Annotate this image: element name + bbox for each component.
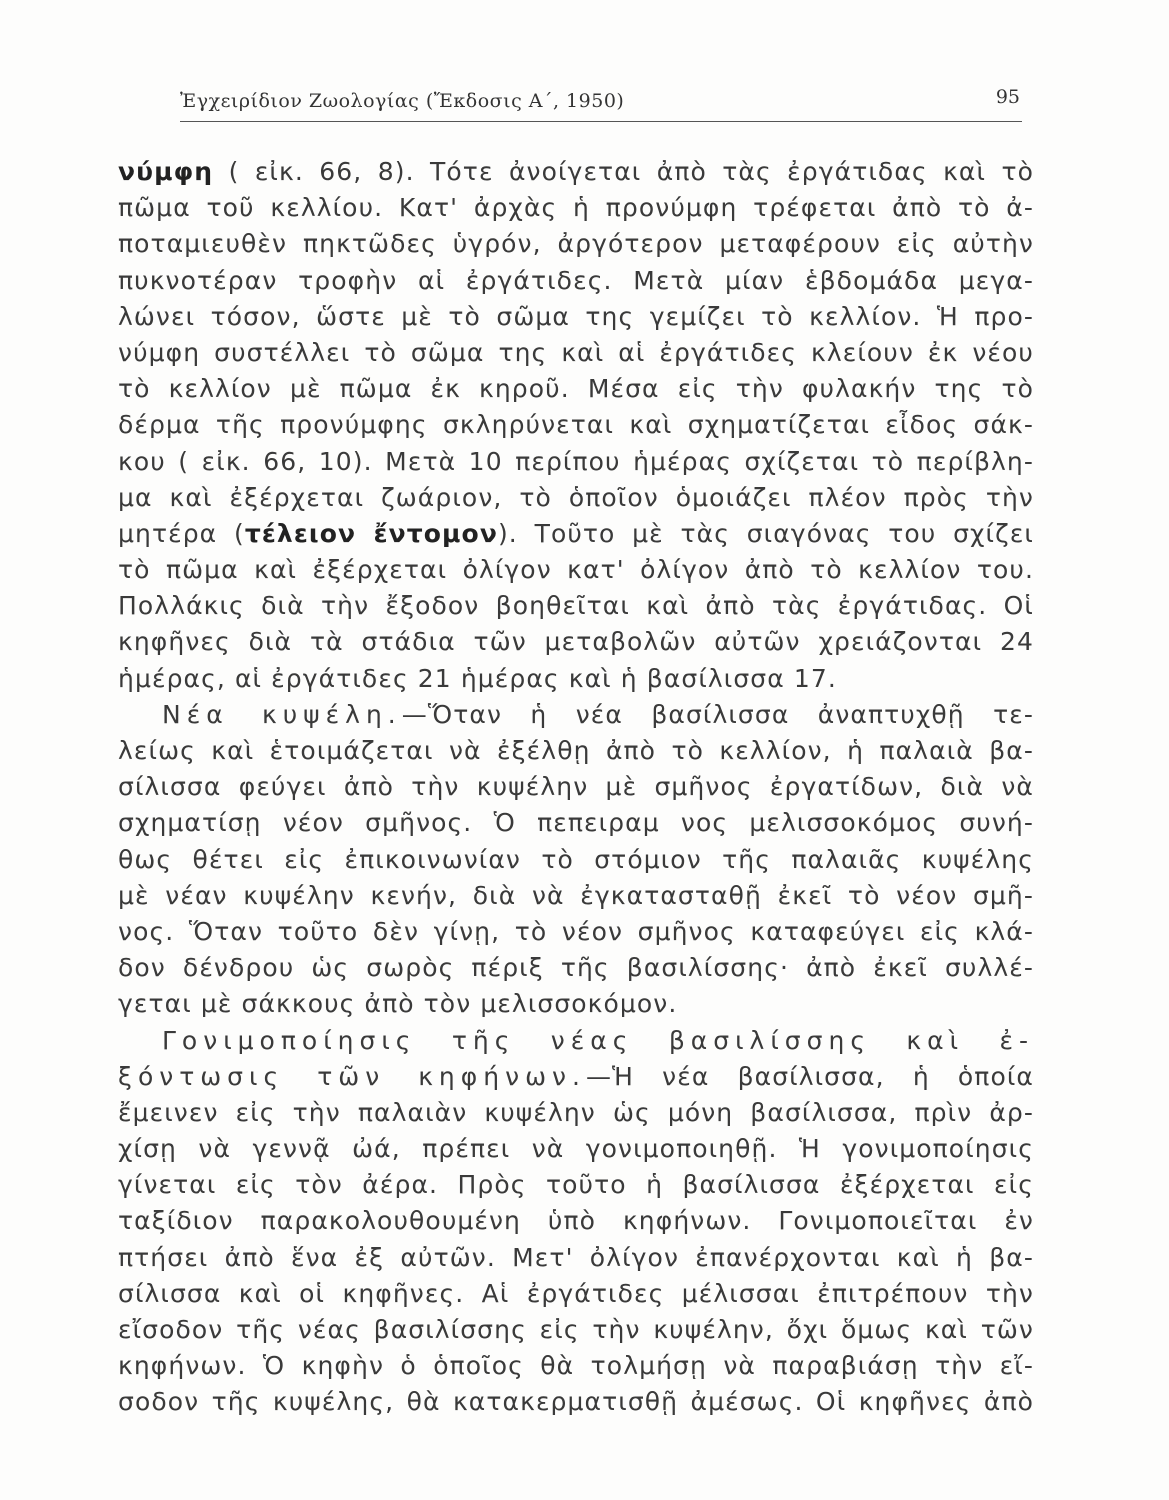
text-line [118,371,1034,407]
text-line [118,552,1034,588]
line-text: σίλισσα καὶ οἱ κηφῆνες. Αἱ ἐργάτιδες μέλισσαι ἐπιτρέπουν τὴν [118,1278,1034,1308]
text-line [118,1095,1034,1131]
line-text: μὲ νέαν κυψέλην κενήν, διὰ νὰ ἐγκατασταθῇ ἐκεῖ τὸ νέον σμῆ- [118,880,1034,910]
text-line [118,624,1034,660]
text-line [118,480,1034,516]
line-text: γεται μὲ σάκκους ἀπὸ τὸν μελισσοκόμον. [118,989,678,1019]
line-text: κου ( εἰκ. 66, 10). Μετὰ 10 περίπου ἡμέρας σχίζεται τὸ περίβλη- [118,446,1034,476]
bold-term: νύμφη [118,157,214,186]
text-line [118,878,1034,914]
text-line [118,1276,1034,1312]
text-line [118,444,1034,480]
running-title: Ἐγχειρίδιον Ζωολογίας (Ἔκδοσις Α΄, 1950) [180,90,625,112]
line-text: μα καὶ ἐξέρχεται ζωάριον, τὸ ὁποῖον ὁμοιάζει πλέον πρὸς τὴν [118,482,1034,512]
line-text: σίλισσα φεύγει ἀπὸ τὴν κυψέλην μὲ σμῆνος ἐργατίδων, διὰ νὰ [118,772,1034,802]
text-line [118,1059,1034,1095]
text-line [118,1348,1034,1384]
line-text: σοδον τῆς κυψέλης, θὰ κατακερματισθῇ ἀμέσως. Οἱ κηφῆνες ἀπὸ [118,1387,1034,1417]
line-text: ἡμέρας, αἱ ἐργάτιδες 21 ἡμέρας καὶ ἡ βασίλισσα 17. [118,663,837,693]
text-line [118,263,1034,299]
text-line [118,805,1034,841]
line-text: εἴσοδον τῆς νέας βασιλίσσης εἰς τὴν κυψέλην, ὄχι ὅμως καὶ τῶν [118,1315,1034,1344]
section-heading: Γονιμοποίησις τῆς νέας βασιλίσσης καὶ ἐ- [162,1025,1034,1055]
text-line [118,661,1034,697]
line-text: κηφήνων. Ὁ κηφὴν ὁ ὁποῖος θὰ τολμήσῃ νὰ παραβιάσῃ τὴν εἴ- [118,1351,1034,1381]
line-text: τὸ πῶμα καὶ ἐξέρχεται ὀλίγον κατ' ὀλίγον ἀπὸ τὸ κελλίον του. [118,555,1034,585]
text-line [118,914,1034,950]
text-line [118,516,1034,552]
text-line [118,1312,1034,1348]
line-text: τὸ κελλίον μὲ πῶμα ἐκ κηροῦ. Μέσα εἰς τὴν φυλακήν της τὸ [118,374,1034,404]
text-line [118,190,1034,226]
line-text: πυκνοτέραν τροφὴν αἱ ἐργάτιδες. Μετὰ μίαν ἑβδομάδα μεγα- [118,265,1034,295]
text-line [118,769,1034,805]
line-text: δέρμα τῆς προνύμφης σκληρύνεται καὶ σχηματίζεται εἶδος σάκ- [118,410,1034,440]
line-text: —Ὅταν ἡ νέα βασίλισσα ἀναπτυχθῇ τε- [401,699,1034,729]
line-text: γίνεται εἰς τὸν ἀέρα. Πρὸς τοῦτο ἡ βασίλισσα ἐξέρχεται εἰς [118,1170,1034,1200]
text-line [118,1167,1034,1203]
text-line [118,986,1034,1022]
text-line [118,1384,1034,1420]
line-text: ἔμεινεν εἰς τὴν παλαιὰν κυψέλην ὡς μόνη βασίλισσα, πρὶν ἀρ- [118,1097,1034,1127]
text-line [118,335,1034,371]
body-text [118,154,1034,1421]
line-text: πτήσει ἀπὸ ἕνα ἐξ αὐτῶν. Μετ' ὀλίγον ἐπανέρχονται καὶ ἡ βα- [118,1242,1034,1272]
text-line [118,588,1034,624]
line-text: δον δένδρου ὡς σωρὸς πέριξ τῆς βασιλίσσης· ἀπὸ ἐκεῖ συλλέ- [118,953,1034,983]
line-text: νος. Ὅταν τοῦτο δὲν γίνῃ, τὸ νέον σμῆνος καταφεύγει εἰς κλά- [118,916,1034,946]
line-text: χίσῃ νὰ γεννᾷ ὠά, πρέπει νὰ γονιμοποιηθῇ. Ἡ γονιμοποίησις [118,1134,1034,1164]
line-text: ποταμιευθὲν πηκτῶδες ὑγρόν, ἀργότερον μεταφέρουν εἰς αὐτὴν [118,229,1034,259]
header-rule [180,121,1022,122]
section-heading: ξόντωσις τῶν κηφήνων. [118,1061,586,1091]
running-head [180,84,1020,120]
line-text: θως θέτει εἰς ἐπικοινωνίαν τὸ στόμιον τῆς παλαιᾶς κυψέλης [118,844,1034,874]
line-text: νύμφη συστέλλει τὸ σῶμα της καὶ αἱ ἐργάτιδες κλείουν ἐκ νέου [118,337,1034,367]
line-text: σχηματίσῃ νέον σμῆνος. Ὁ πεπειραμ νος μελισσοκόμος συνή- [118,808,1034,838]
line-text: ). Τοῦτο μὲ τὰς σιαγόνας του σχίζει [497,518,1034,548]
line-text: πῶμα τοῦ κελλίου. Κατ' ἀρχὰς ἡ προνύμφη τρέφεται ἀπὸ τὸ ἀ- [118,193,1034,223]
line-text: —Ἡ νέα βασίλισσα, ἡ ὁποία [585,1061,1034,1091]
text-line [118,733,1034,769]
line-text: ( εἰκ. 66, 8). Τότε ἀνοίγεται ἀπὸ τὰς ἐργάτιδας καὶ τὸ [213,157,1034,186]
line-text: λείως καὶ ἑτοιμάζεται νὰ ἐξέλθῃ ἀπὸ τὸ κελλίον, ἡ παλαιὰ βα- [118,736,1034,765]
section-heading: Νέα κυψέλη. [162,699,402,729]
text-line [118,1131,1034,1167]
text-line [118,950,1034,986]
text-line [118,154,1034,190]
text-line [118,1203,1034,1239]
line-text: κηφῆνες διὰ τὰ στάδια τῶν μεταβολῶν αὐτῶν χρειάζονται 24 [118,627,1034,657]
text-line [118,407,1034,443]
text-line [118,226,1034,262]
text-line [118,299,1034,335]
line-text: λώνει τόσον, ὥστε μὲ τὸ σῶμα της γεμίζει τὸ κελλίον. Ἡ προ- [118,301,1034,331]
bold-term: τέλειον ἔντομον [244,518,498,548]
line-text: ταξίδιον παρακολουθουμένη ὑπὸ κηφήνων. Γονιμοποιεῖται ἐν [118,1206,1034,1236]
text-line [118,842,1034,878]
line-text: Πολλάκις διὰ τὴν ἔξοδον βοηθεῖται καὶ ἀπὸ τὰς ἐργάτιδας. Οἱ [118,591,1034,621]
line-text: μητέρα ( [118,518,245,548]
page-number: 95 [995,86,1020,108]
text-line [118,1023,1034,1059]
text-line [118,697,1034,733]
text-line [118,1240,1034,1276]
